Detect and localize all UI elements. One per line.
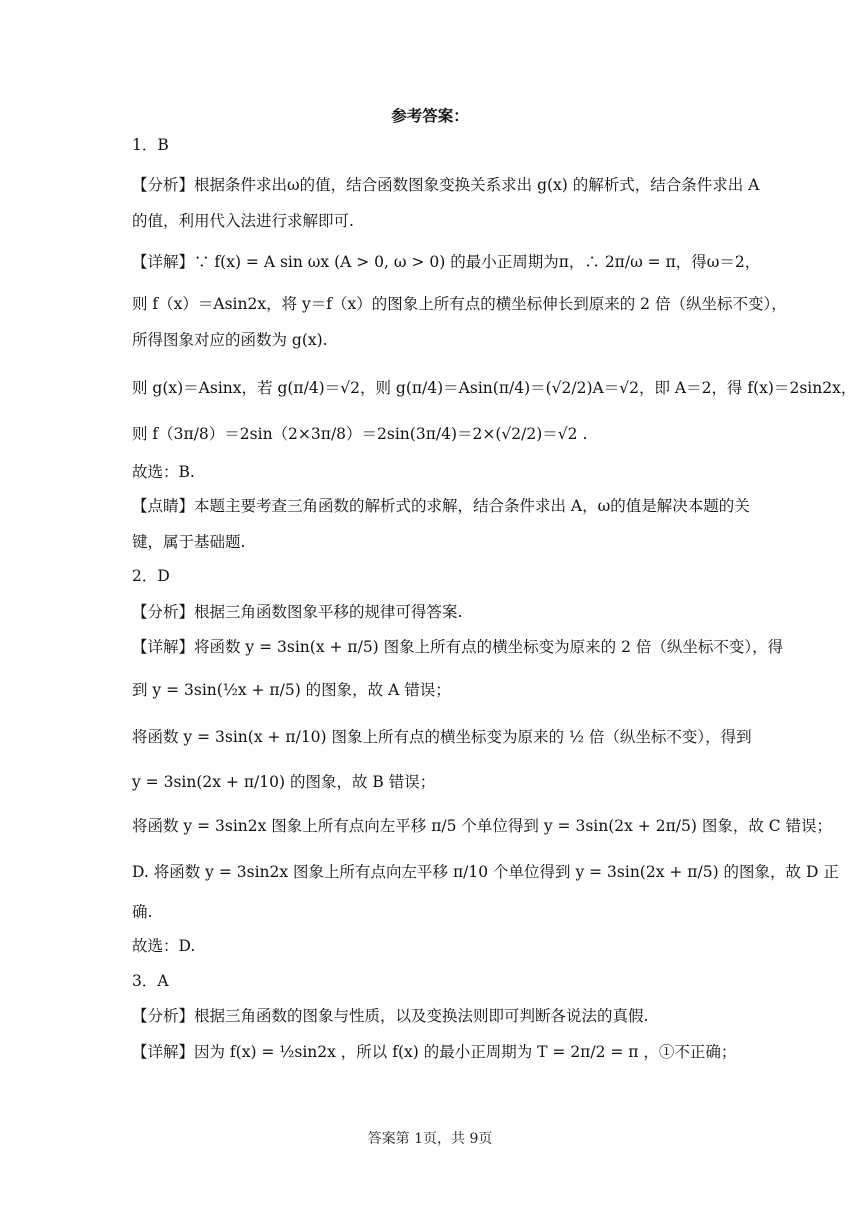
- answer-1-detail: 【详解】∵ f(x) = A sin ωx (A > 0, ω > 0) 的最小正周期为π，∴ 2π/ω = π，得ω＝2，: [132, 253, 761, 271]
- page-title: 参考答案：: [391, 106, 469, 125]
- answer-3-choice: 3．A: [132, 972, 169, 990]
- answer-1-detail-line: 则 g(x)＝Asinx，若 g(π/4)＝√2，则 g(π/4)＝Asin(π/4)＝(√2/2)A＝√2，即 A＝2，得 f(x)＝2sin2x，: [132, 379, 857, 397]
- answer-2-detail-line: y = 3sin(2x + π/10) 的图象，故 B 错误；: [132, 773, 436, 791]
- answer-2-analysis: 【分析】根据三角函数图象平移的规律可得答案.: [132, 603, 463, 621]
- page-footer: 答案第 1页，共 9页: [367, 1131, 493, 1147]
- answer-2-detail-line: 确.: [132, 903, 153, 921]
- answer-1-conclusion: 故选：B.: [132, 463, 195, 481]
- answer-2-detail-line: 将函数 y = 3sin(x + π/10) 图象上所有点的横坐标变为原来的 ½ 倍（纵坐标不变），得到: [132, 728, 752, 746]
- answer-2-detail-line: 将函数 y = 3sin2x 图象上所有点向左平移 π/5 个单位得到 y = 3sin(2x + 2π/5) 图象，故 C 错误；: [132, 817, 833, 835]
- answer-2-detail: 【详解】将函数 y = 3sin(x + π/5) 图象上所有点的横坐标变为原来的 2 倍（纵坐标不变），得: [132, 638, 784, 656]
- answer-2-choice: 2．D: [132, 567, 170, 585]
- answer-2-detail-line: D. 将函数 y = 3sin2x 图象上所有点向左平移 π/10 个单位得到 y = 3sin(2x + π/5) 的图象，故 D 正: [132, 863, 839, 881]
- answer-1-detail-line: 则 f（3π/8）＝2sin（2×3π/8）＝2sin(3π/4)＝2×(√2/2)＝√2 .: [132, 425, 588, 443]
- answer-1-detail-line: 所得图象对应的函数为 g(x).: [132, 331, 328, 349]
- answer-1-detail-line: 则 f（x）＝Asin2x，将 y＝f（x）的图象上所有点的横坐标伸长到原来的 2 倍（纵坐标不变），: [132, 295, 787, 313]
- answer-1-choice: 1．B: [132, 136, 169, 154]
- answer-1-comment-cont: 键，属于基础题.: [132, 533, 246, 551]
- answer-2-conclusion: 故选：D.: [132, 937, 196, 955]
- answer-1-comment: 【点睛】本题主要考查三角函数的解析式的求解，结合条件求出 A，ω的值是解决本题的关: [132, 497, 750, 515]
- answer-1-analysis: 【分析】根据条件求出ω的值，结合函数图象变换关系求出 g(x) 的解析式，结合条件求出 A: [132, 176, 760, 194]
- answer-3-analysis: 【分析】根据三角函数的图象与性质，以及变换法则即可判断各说法的真假.: [132, 1007, 649, 1025]
- answer-3-detail: 【详解】因为 f(x) = ½sin2x ，所以 f(x) 的最小正周期为 T = 2π/2 = π ，①不正确；: [132, 1043, 737, 1061]
- answer-2-detail-line: 到 y = 3sin(½x + π/5) 的图象，故 A 错误；: [132, 681, 451, 699]
- answer-1-analysis-cont: 的值，利用代入法进行求解即可.: [132, 212, 354, 230]
